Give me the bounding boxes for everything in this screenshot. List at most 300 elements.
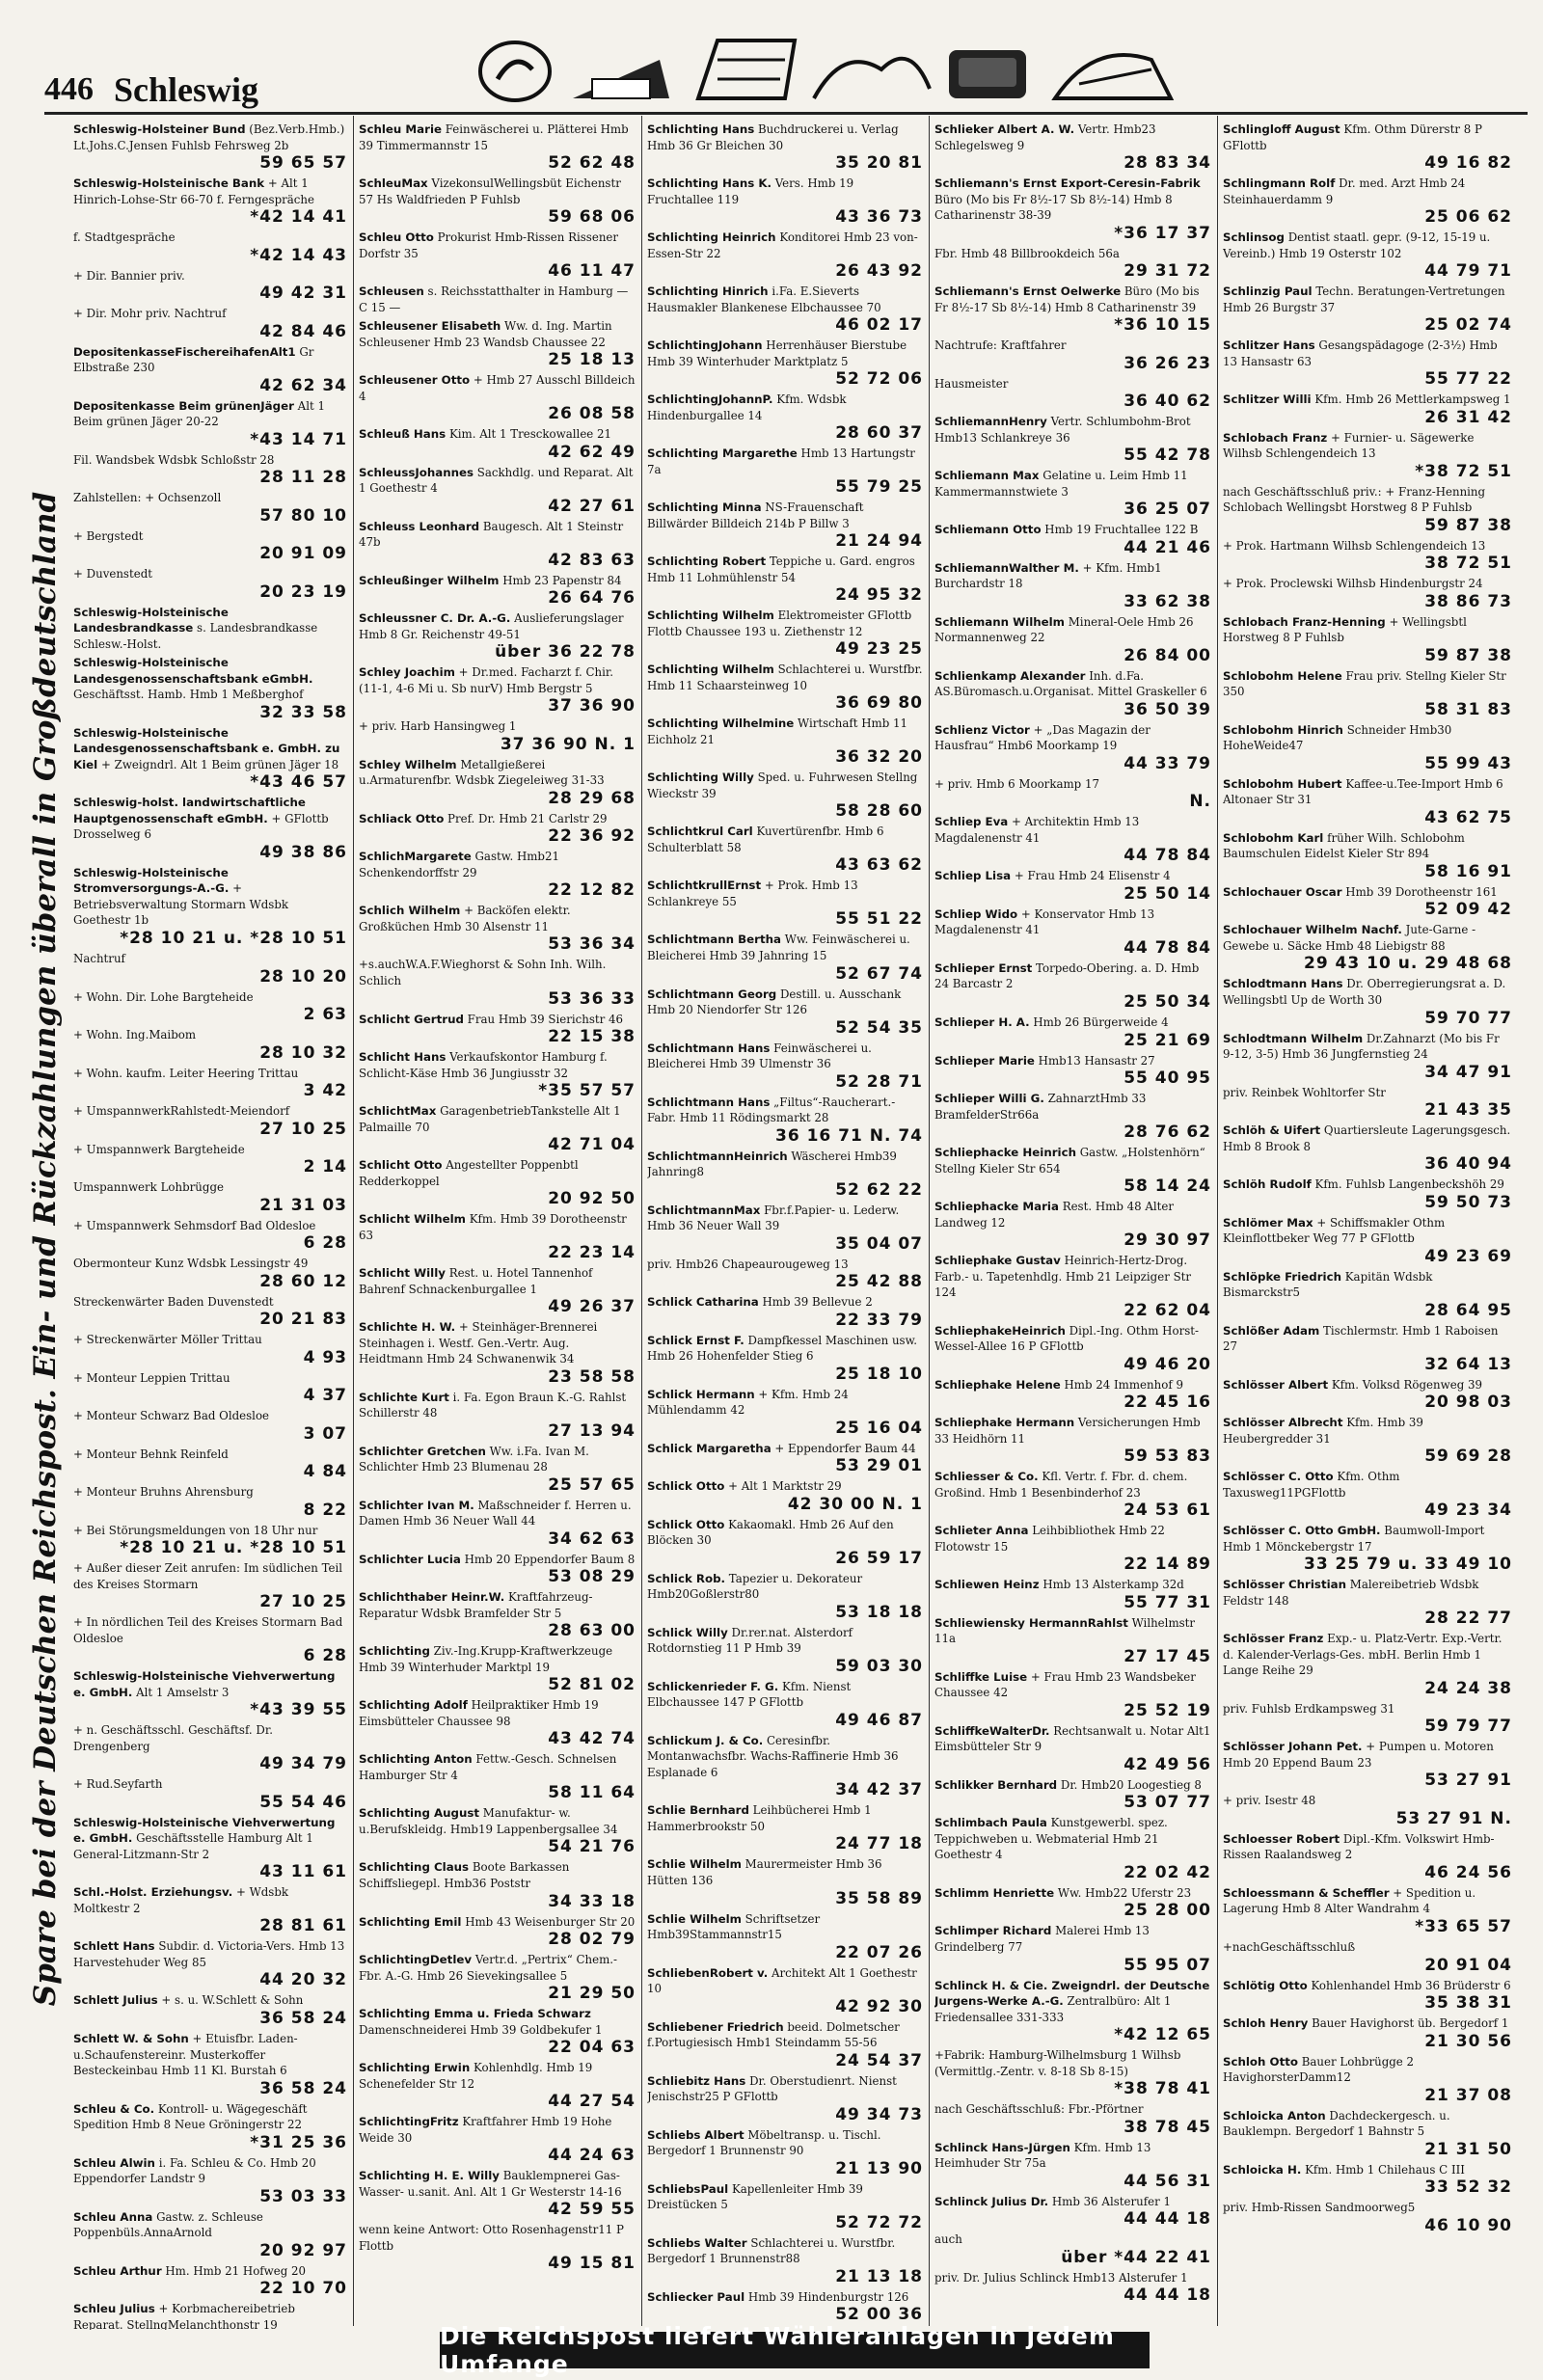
entry-phone-number: 29 43 10 u. 29 48 68: [1303, 954, 1512, 974]
directory-entry: [934, 2270, 1211, 2306]
entry-phone-number: 4 84: [303, 1462, 347, 1482]
entry-phone-number: 22 02 42: [1123, 1862, 1211, 1882]
directory-entry: [73, 1066, 347, 1101]
entry-phone-number: *38 72 51: [1415, 461, 1512, 481]
entry-name: SchlichtmannMax: [647, 1203, 761, 1217]
directory-entry: [1223, 884, 1512, 920]
entry-name: DepositenkasseFischereihafenAlt1: [73, 344, 296, 359]
entry-name: Schlichtmann Hans: [647, 1041, 771, 1055]
entry-details: Kakaomakl. Hmb 26 Auf den Blöcken 30: [647, 1517, 894, 1548]
entry-details: Frau priv. Stellng Kieler Str 350: [1223, 668, 1506, 699]
directory-entry: [359, 903, 636, 954]
entry-phone-number: 44 56 31: [1123, 2171, 1211, 2191]
entry-details: Kraftfahrzeug-Reparatur Wdsbk Bramfelder Str 5: [359, 1590, 593, 1620]
entry-name: Schlieper Marie: [934, 1053, 1035, 1068]
entry-details: Maurermeister Hmb 36 Hütten 136: [647, 1857, 882, 1887]
entry-name: Schlinck Julius Dr.: [934, 2194, 1049, 2208]
entry-name: Schliephacke Maria: [934, 1200, 1059, 1214]
directory-entry: [647, 1679, 923, 1730]
entry-name: Schleu & Co.: [73, 2101, 155, 2116]
entry-phone-number: 43 42 74: [548, 1729, 636, 1749]
directory-entry: [73, 1884, 347, 1935]
entry-name: Schlichting August: [359, 1806, 480, 1821]
entry-details: Torpedo-Obering. a. D. Hmb 24 Barcastr 2: [934, 960, 1200, 991]
entry-phone-number: 21 30 56: [1424, 2031, 1512, 2051]
entry-phone-number: 44 20 32: [259, 1970, 347, 1990]
entry-phone-number: 6 28: [303, 1233, 347, 1254]
entry-name: Schlichting Willy: [647, 771, 754, 785]
entry-phone-number: 58 11 64: [548, 1783, 636, 1803]
entry-phone-number: 25 16 04: [835, 1418, 923, 1438]
entry-details: Destill. u. Ausschank Hmb 20 Niendorfer Str 126: [647, 987, 902, 1017]
entry-name: Schlichting Emil: [359, 1914, 462, 1929]
directory-entry: [934, 1253, 1211, 1320]
entry-phone-number: 52 00 36: [835, 2305, 923, 2325]
directory-entry: [359, 664, 636, 716]
entry-name: Schlimper Richard: [934, 1924, 1052, 1938]
entry-phone-number: 42 27 61: [548, 496, 636, 516]
entry-name: Schlieper Willi G.: [934, 1092, 1044, 1106]
entry-details: Fbr.f.Papier- u. Lederw. Hmb 36 Neuer Wall 39: [647, 1203, 900, 1233]
entry-details: ZahnarztHmb 33 BramfelderStr66a: [934, 1092, 1147, 1122]
entry-phone-number: 44 44 18: [1123, 2209, 1211, 2230]
directory-entry: [647, 1478, 923, 1514]
directory-entry: [1223, 2054, 1512, 2105]
entry-phone-number: 25 18 13: [548, 350, 636, 370]
entry-phone-number: 25 50 14: [1123, 883, 1211, 904]
entry-phone-number: 49 46 20: [1123, 1354, 1211, 1374]
directory-entry: [934, 284, 1211, 335]
directory-entry: [359, 1390, 636, 1441]
entry-phone-number: 52 67 74: [835, 963, 923, 984]
entry-details: Kfm. Wdsbk Hindenburgallee 14: [647, 392, 847, 422]
directory-entry: [73, 2101, 347, 2152]
entry-phone-number: 4 93: [303, 1347, 347, 1367]
directory-entry: [359, 1552, 636, 1587]
entry-details: beeid. Dolmetscher f.Portugiesisch Hmb1 Steindamm 55-56: [647, 2019, 900, 2050]
directory-entry: [73, 398, 347, 449]
entry-details: Kapellenleiter Hmb 39 Dreistücken 5: [647, 2181, 863, 2212]
entry-details: + Dr.med. Facharzt f. Chir. (11-1, 4-6 Mi u. Sb nurV) Hmb Bergstr 5: [359, 665, 614, 695]
entry-name: Schliecker Paul: [647, 2289, 745, 2304]
entry-phone-number: 25 52 19: [1123, 1700, 1211, 1720]
entry-phone-number: 53 27 91 N.: [1395, 1808, 1512, 1828]
entry-details: Obermonteur Kunz Wdsbk Lessingstr 49: [73, 1257, 309, 1271]
entry-details: Geschäftsst. Hamb. Hmb 1 Meßberghof: [73, 688, 304, 702]
entry-details: Ww. d. Ing. Martin Schleusener Hmb 23 Wandsb Chaussee 22: [359, 319, 612, 349]
entry-details: Hm. Hmb 21 Hofweg 20: [165, 2263, 307, 2278]
entry-phone-number: 34 33 18: [548, 1891, 636, 1911]
entry-phone-number: 52 28 71: [835, 1071, 923, 1092]
entry-phone-number: 25 06 62: [1424, 207, 1512, 228]
entry-details: + Frau Hmb 24 Elisenstr 4: [1014, 869, 1171, 883]
directory-entry: [647, 1856, 923, 1907]
directory-entry: [647, 2073, 923, 2124]
entry-phone-number: 36 69 80: [835, 693, 923, 714]
directory-entry: [1223, 430, 1512, 481]
entry-phone-number: 26 59 17: [835, 1548, 923, 1568]
entry-phone-number: 59 69 28: [1424, 1447, 1512, 1467]
entry-name: Schliemann's Ernst Export-Ceresin-Fabrik: [934, 176, 1201, 191]
entry-name: Schlichting Wilhelm: [647, 609, 774, 623]
entry-name: Schliewen Heinz: [934, 1578, 1040, 1592]
directory-entry: [647, 2181, 923, 2232]
entry-name: Schlichting Wilhelm: [647, 663, 774, 677]
entry-phone-number: 53 29 01: [835, 1456, 923, 1476]
directory-entry: [359, 1914, 636, 1950]
entry-name: Schlicht Hans: [359, 1050, 447, 1065]
entry-phone-number: *38 78 41: [1114, 2079, 1211, 2099]
entry-name: Schlodtmann Hans: [1223, 977, 1343, 991]
entry-details: priv. Reinbek Wohltorfer Str: [1223, 1085, 1386, 1099]
entry-phone-number: 21 43 35: [1424, 1100, 1512, 1121]
entry-name: Schlichtkrul Carl: [647, 825, 753, 839]
entry-name: SchliffkeWalterDr.: [934, 1723, 1050, 1738]
entry-phone-number: 44 27 54: [548, 2092, 636, 2112]
entry-name: SchlichtingJohannP.: [647, 392, 773, 407]
entry-name: Schlikker Bernhard: [934, 1777, 1058, 1792]
entry-details: Rest. u. Hotel Tannenhof Bahrenf Schnackenburgallee 1: [359, 1266, 593, 1296]
entry-details: „Filtus“-Raucherart.-Fabr. Hmb 11 Rödingsmarkt 28: [647, 1095, 896, 1125]
page-title: Schleswig: [114, 70, 259, 109]
directory-entry: [73, 2031, 347, 2098]
entry-name: Schlimm Henriette: [934, 1885, 1055, 1900]
entry-details: Rechtsanwalt u. Notar Alt1 Eimsbütteler Str 9: [934, 1723, 1211, 1754]
entry-name: Schleuss Leonhard: [359, 519, 480, 533]
directory-entry: [1223, 1269, 1512, 1320]
entry-details: + Eppendorfer Baum 44: [774, 1441, 916, 1455]
entry-name: Schleußinger Wilhelm: [359, 573, 500, 587]
entry-phone-number: 52 62 48: [548, 153, 636, 174]
entry-phone-number: 36 26 23: [1123, 353, 1211, 373]
directory-entry: [359, 372, 636, 423]
entry-details: Metallgießerei u.Armaturenfbr. Wdsbk Ziegeleiweg 31-33: [359, 757, 605, 788]
directory-entry: [1223, 2162, 1512, 2198]
entry-phone-number: *35 57 57: [538, 1081, 636, 1101]
directory-entry: [1223, 976, 1512, 1027]
entry-name: Schlick Margaretha: [647, 1441, 772, 1455]
directory-entry: [73, 1218, 347, 1254]
entry-phone-number: 24 95 32: [835, 585, 923, 606]
entry-phone-number: 58 16 91: [1424, 861, 1512, 881]
entry-phone-number: 36 40 94: [1424, 1154, 1512, 1175]
directory-entry: [934, 176, 1211, 243]
entry-details: Wirtschaft Hmb 11 Eichholz 21: [647, 717, 908, 746]
entry-details: Hmb 13 Hartungstr 7a: [647, 446, 915, 476]
entry-phone-number: 44 21 46: [1123, 537, 1211, 557]
directory-entry: [73, 989, 347, 1025]
entry-details: s. Reichsstatthalter in Hamburg — C 15 —: [359, 284, 629, 314]
entry-phone-number: 24 53 61: [1123, 1501, 1211, 1521]
entry-details: Umspannwerk Lohbrügge: [73, 1180, 224, 1195]
entry-phone-number: 42 62 34: [259, 375, 347, 395]
entry-name: Schlötig Otto: [1223, 1978, 1308, 1992]
directory-entry: [1223, 338, 1512, 389]
entry-details: + Dir. Mohr priv. Nachtruf: [73, 307, 227, 321]
directory-entry: [1223, 1885, 1512, 1936]
entry-phone-number: 59 87 38: [1424, 645, 1512, 665]
entry-phone-number: 59 50 73: [1424, 1192, 1512, 1212]
directory-entry: [647, 1965, 923, 2016]
entry-details: Hmb13 Hansastr 27: [1038, 1053, 1155, 1068]
entry-name: Schlösser Johann Pet.: [1223, 1740, 1363, 1754]
entry-name: Schlingmann Rolf: [1223, 176, 1336, 191]
entry-phone-number: 42 71 04: [548, 1135, 636, 1155]
entry-details: Schneider Hmb30 HoheWeide47: [1223, 722, 1452, 753]
entry-details: + Alt 1 Hinrich-Lohse-Str 66-70 f. Ferngespräche: [73, 176, 314, 206]
directory-entry: [934, 1199, 1211, 1250]
entry-details: Hmb 36 Alsterufer 1: [1051, 2194, 1171, 2208]
entry-name: Depositenkasse Beim grünenJäger: [73, 398, 294, 413]
directory-entry: [1223, 1085, 1512, 1121]
entry-details: Buchdruckerei u. Verlag Hmb 36 Gr Bleichen 30: [647, 122, 899, 152]
entry-name: Schlichting Heinrich: [647, 230, 776, 245]
entry-phone-number: 55 77 22: [1424, 369, 1512, 390]
entry-name: Schlichte Kurt: [359, 1390, 449, 1404]
entry-name: Schlinzig Paul: [1223, 284, 1313, 299]
entry-details: Wilhelmstr 11a: [934, 1615, 1196, 1646]
entry-phone-number: 46 02 17: [835, 315, 923, 336]
entry-phone-number: 21 37 08: [1424, 2085, 1512, 2105]
entry-name: Schlichter Gretchen: [359, 1444, 486, 1458]
entry-details: + Architektin Hmb 13 Magdalenenstr 41: [934, 815, 1140, 845]
directory-entry: [1223, 1031, 1512, 1082]
entry-name: Schlobohm Karl: [1223, 830, 1324, 845]
entry-phone-number: 26 31 42: [1424, 407, 1512, 427]
directory-entry: [647, 1294, 923, 1330]
entry-details: Heilpraktiker Hmb 19 Eimsbütteler Chaussee 98: [359, 1698, 599, 1728]
entry-phone-number: 22 36 92: [548, 826, 636, 847]
entry-phone-number: 28 29 68: [548, 788, 636, 808]
entry-name: Schley Joachim: [359, 665, 455, 680]
directory-entry: [1223, 230, 1512, 281]
entry-phone-number: 44 78 84: [1123, 937, 1211, 958]
directory-entry: [647, 2235, 923, 2286]
directory-entry: [647, 824, 923, 875]
entry-details: Kfm. Hmb 39 Dorotheenstr 63: [359, 1212, 627, 1242]
entry-details: Malerei Hmb 13 Grindelberg 77: [934, 1924, 1150, 1954]
directory-entry: [359, 849, 636, 900]
entry-name: Schleu Otto: [359, 230, 434, 245]
directory-entry: [73, 605, 347, 653]
entry-details: Tischlermstr. Hmb 1 Raboisen 27: [1223, 1323, 1499, 1354]
entry-phone-number: 55 95 07: [1123, 1955, 1211, 1975]
directory-entry: [1223, 2015, 1512, 2051]
entry-details: priv. Hmb26 Chapeaurougeweg 13: [647, 1257, 849, 1271]
entry-phone-number: 28 60 37: [835, 423, 923, 444]
entry-details: Inh. d.Fa. AS.Büromasch.u.Organisat. Mittel Graskeller 6: [934, 668, 1207, 699]
entry-details: Kfm. Othm Taxusweg11PGFlottb: [1223, 1470, 1400, 1500]
directory-entry: [1223, 1523, 1512, 1574]
entry-name: Schlösser Christian: [1223, 1578, 1346, 1592]
entry-name: SchleuMax: [359, 176, 428, 191]
directory-entry: [73, 1722, 347, 1773]
entry-name: Schleswig-holst. landwirtschaftliche Hauptgenossenschaft eGmbH.: [73, 796, 306, 825]
directory-entry: [647, 716, 923, 767]
entry-name: SchlichMargarete: [359, 850, 472, 864]
entry-phone-number: 49 42 31: [259, 284, 347, 304]
entry-name: SchlichtingJohann: [647, 338, 763, 353]
directory-entry: [359, 1805, 636, 1856]
entry-name: Schliephake Gustav: [934, 1254, 1061, 1268]
entry-name: Schliack Otto: [359, 811, 445, 825]
directory-entry: [934, 614, 1211, 665]
entry-phone-number: 36 32 20: [835, 747, 923, 768]
directory-entry: [647, 284, 923, 335]
entry-name: Schleswig-Holsteiner Bund: [73, 122, 246, 136]
entry-phone-number: 25 50 34: [1123, 991, 1211, 1012]
directory-entry: [359, 465, 636, 516]
entry-phone-number: 59 53 83: [1123, 1447, 1211, 1467]
entry-phone-number: 28 60 12: [259, 1271, 347, 1291]
entry-name: Schlickum J. & Co.: [647, 1733, 764, 1747]
entry-details: Dachdeckergesch. u. Bauklempn. Bergedorf 1 Bahnstr 5: [1223, 2108, 1450, 2139]
entry-phone-number: 35 38 31: [1424, 1993, 1512, 2014]
directory-entry: [647, 987, 923, 1038]
entry-phone-number: 52 72 06: [835, 369, 923, 390]
directory-entry: [73, 1370, 347, 1406]
entry-name: Schlieper Ernst: [934, 960, 1033, 975]
directory-entry: [73, 566, 347, 602]
entry-name: SchleussJohannes: [359, 465, 474, 479]
directory-entry: [1223, 1939, 1512, 1975]
entry-name: Schloicka H.: [1223, 2162, 1302, 2177]
directory-entry: [73, 1815, 347, 1882]
directory-entry: [934, 1777, 1211, 1813]
entry-details: Kfm. Hmb 13 Heimhuder Str 75a: [934, 2140, 1151, 2171]
entry-phone-number: 59 79 77: [1424, 1717, 1512, 1737]
directory-entry: [934, 1323, 1211, 1374]
directory-entry: [73, 1776, 347, 1812]
entry-phone-number: 21 13 18: [835, 2266, 923, 2286]
directory-entry: [647, 2127, 923, 2178]
entry-details: + Bergstedt: [73, 528, 144, 543]
entry-name: Schlickenrieder F. G.: [647, 1679, 779, 1693]
entry-details: Vertr. Hmb23 Schlegelsweg 9: [934, 122, 1156, 152]
entry-phone-number: 24 24 38: [1424, 1678, 1512, 1698]
entry-name: Schlick Hermann: [647, 1387, 755, 1401]
entry-details: Hmb 13 Alsterkamp 32d: [1042, 1578, 1184, 1592]
directory-entry: [647, 1387, 923, 1438]
entry-details: + Prok. Proclewski Wilhsb Hindenburgstr 24: [1223, 577, 1483, 591]
entry-name: Schlie Wilhelm: [647, 1911, 742, 1926]
entry-details: +nachGeschäftsschluß: [1223, 1940, 1356, 1954]
entry-phone-number: 22 12 82: [548, 880, 636, 901]
entry-details: Kfm. Hmb 39 Heubergredder 31: [1223, 1416, 1423, 1446]
directory-entry: [359, 122, 636, 173]
entry-phone-number: 52 72 72: [835, 2212, 923, 2232]
entry-name: Schliep Eva: [934, 815, 1009, 829]
entry-details: Fbr. Hmb 48 Billbrookdeich 56a: [934, 246, 1120, 260]
directory-entry: [359, 718, 636, 754]
entry-phone-number: 34 62 63: [548, 1528, 636, 1549]
entry-details: Jute-Garne -Gewebe u. Säcke Hmb 48 Liebigstr 88: [1223, 923, 1476, 953]
entry-phone-number: 55 40 95: [1123, 1068, 1211, 1089]
entry-phone-number: *43 46 57: [250, 772, 347, 793]
entry-details: + Kfm. Hmb1 Burchardstr 18: [934, 560, 1162, 591]
directory-entry: [73, 865, 347, 948]
entry-details: Gastw. „Holstenhörn“ Stellng Kieler Str 654: [934, 1146, 1205, 1176]
entry-name: SchliebsPaul: [647, 2181, 729, 2196]
entry-details: NS-Frauenschaft Billwärder Billdeich 214b P Billw 3: [647, 500, 864, 530]
directory-entry: [359, 1498, 636, 1549]
directory-entry: [73, 1332, 347, 1367]
entry-details: Hmb 20 Eppendorfer Baum 8: [464, 1552, 636, 1566]
directory-entry: [934, 1145, 1211, 1196]
entry-phone-number: 25 18 10: [835, 1364, 923, 1384]
directory-entry: [73, 951, 347, 987]
entry-phone-number: 28 10 32: [259, 1042, 347, 1063]
entry-phone-number: 25 02 74: [1424, 315, 1512, 336]
entry-details: Kfm. Hmb 26 Mettlerkampsweg 1: [1314, 392, 1511, 407]
entry-phone-number: 28 22 77: [1424, 1609, 1512, 1629]
entry-name: Schlobach Franz: [1223, 430, 1328, 445]
entry-details: Streckenwärter Baden Duvenstedt: [73, 1294, 274, 1309]
entry-details: priv. Dr. Julius Schlinck Hmb13 Alsterufer 1: [934, 2270, 1188, 2285]
entry-details: Konditorei Hmb 23 von-Essen-Str 22: [647, 230, 918, 260]
entry-phone-number: 49 34 79: [259, 1754, 347, 1774]
directory-entry: [647, 1203, 923, 1254]
entry-details: Auslieferungslager Hmb 8 Gr. Reichenstr 49-51: [359, 611, 624, 641]
directory-entry: [359, 2114, 636, 2165]
entry-details: + Rud.Seyfarth: [73, 1777, 163, 1792]
directory-entry: [647, 1095, 923, 1146]
directory-entry: [73, 795, 347, 862]
entry-details: + Bei Störungsmeldungen von 18 Uhr nur: [73, 1523, 318, 1537]
entry-phone-number: 42 49 56: [1123, 1754, 1211, 1774]
entry-details: VizekonsulWellingsbüt Eichenstr 57 Hs Waldfrieden P Fuhlsb: [359, 176, 621, 206]
entry-phone-number: 46 10 90: [1424, 2215, 1512, 2235]
directory-entry: [934, 2194, 1211, 2230]
entry-phone-number: 29 30 97: [1123, 1231, 1211, 1251]
entry-name: Schleu Marie: [359, 122, 442, 136]
directory-entry: [934, 1523, 1211, 1574]
entry-details: (Bez.Verb.Hmb.) Lt.Johs.C.Jensen Fuhlsb Fehrsweg 2b: [73, 122, 345, 152]
entry-phone-number: 49 23 34: [1424, 1501, 1512, 1521]
directory-entry: [73, 122, 347, 173]
entry-details: Hmb 23 Papenstr 84: [502, 573, 622, 587]
entry-details: + Wohn. kaufm. Leiter Heering Trittau: [73, 1066, 299, 1080]
directory-entry: [647, 608, 923, 659]
entry-phone-number: *36 17 37: [1114, 223, 1211, 243]
entry-phone-number: 37 36 90: [548, 696, 636, 717]
entry-details: Techn. Beratungen-Vertretungen Hmb 26 Burgstr 37: [1223, 284, 1505, 314]
entry-details: Gelatine u. Leim Hmb 11 Kammermannstwiete 3: [934, 469, 1188, 499]
directory-entry: [934, 1091, 1211, 1142]
entry-details: Leihbücherei Hmb 1 Hammerbrookstr 50: [647, 1803, 872, 1833]
entry-name: Schloesser Robert: [1223, 1831, 1340, 1846]
directory-entry: [934, 338, 1211, 373]
entry-phone-number: 55 79 25: [835, 477, 923, 498]
entry-name: Schlimbach Paula: [934, 1816, 1047, 1830]
directory-entry: [359, 2222, 636, 2273]
entry-details: Zahlstellen: + Ochsenzoll: [73, 491, 222, 505]
entry-details: + GFlottb Drosselweg 6: [73, 811, 329, 842]
entry-details: priv. Fuhlsb Erdkampsweg 31: [1223, 1701, 1395, 1716]
directory-entry: [359, 1049, 636, 1100]
entry-name: Schliemann Max: [934, 469, 1040, 483]
entry-details: +s.auchW.A.F.Wieghorst & Sohn Inh. Wilh. Schlich: [359, 958, 607, 987]
entry-phone-number: 59 70 77: [1424, 1008, 1512, 1028]
directory-entry: [934, 246, 1211, 282]
entry-name: SchliemannHenry: [934, 415, 1047, 429]
entry-details: Feinwäscherei u. Plätterei Hmb 39 Timmermannstr 15: [359, 122, 629, 152]
entry-details: + Korbmachereibetrieb Reparat. StellngMelanchthonstr 19: [73, 2302, 295, 2330]
directory-entry: [73, 1668, 347, 1719]
entry-phone-number: 32 64 13: [1424, 1354, 1512, 1374]
entry-name: Schliebs Albert: [647, 2127, 744, 2142]
directory-entry: [934, 122, 1211, 173]
